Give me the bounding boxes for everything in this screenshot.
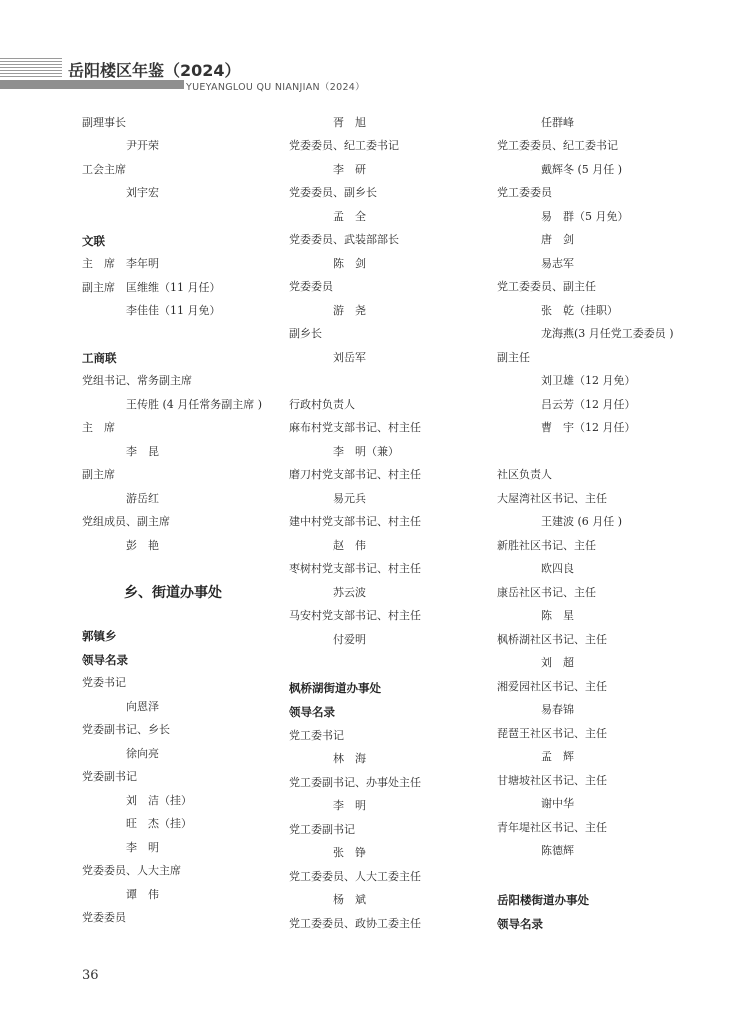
yearbook-subtitle: YUEYANGLOU QU NIANJIAN（2024） [186, 82, 365, 93]
role-line: 副主任 [497, 351, 530, 364]
role-line: 党委委员 [289, 280, 333, 293]
section-heading: 岳阳楼街道办事处 [497, 893, 589, 907]
role-line: 党工委委员 [497, 186, 552, 199]
role-line: 党工委委员、政协工委主任 [289, 917, 421, 930]
person-name: 陈 星 [541, 609, 574, 622]
role-line: 党工委委员、人大工委主任 [289, 870, 421, 883]
role-line: 党委副书记、乡长 [82, 723, 170, 736]
person-name: 易元兵 [333, 492, 366, 505]
person-name: 谭 伟 [126, 888, 159, 901]
section-heading: 工商联 [82, 351, 117, 365]
person-name: 李佳佳（11 月免） [126, 304, 221, 317]
role-line: 马安村党支部书记、村主任 [289, 609, 421, 622]
role-line: 主 席 李年明 [82, 257, 159, 270]
person-name: 彭 艳 [126, 539, 159, 552]
person-name: 孟 全 [333, 210, 366, 223]
page-number: 36 [82, 968, 99, 983]
person-name: 易 群（5 月免） [541, 210, 629, 223]
role-line: 党工委委员、副主任 [497, 280, 596, 293]
person-name: 李 明 [333, 799, 366, 812]
role-line: 工会主席 [82, 163, 126, 176]
person-name: 尹开荣 [126, 139, 159, 152]
role-line: 副理事长 [82, 116, 126, 129]
header-decorative-lines [0, 58, 62, 78]
role-line: 社区负责人 [497, 468, 552, 481]
person-name: 刘岳军 [333, 351, 366, 364]
section-heading: 郭镇乡 [82, 629, 117, 643]
person-name: 赵 伟 [333, 539, 366, 552]
role-line: 副主席 匡维维（11 月任） [82, 281, 221, 294]
subsection-heading: 领导名录 [82, 653, 128, 667]
role-line: 麻布村党支部书记、村主任 [289, 421, 421, 434]
person-name: 向恩泽 [126, 700, 159, 713]
role-line: 党委书记 [82, 676, 126, 689]
role-line: 党组书记、常务副主席 [82, 374, 192, 387]
role-line: 党委委员、武装部部长 [289, 233, 399, 246]
role-line: 湘爱园社区书记、主任 [497, 680, 607, 693]
person-name: 徐向亮 [126, 747, 159, 760]
person-name: 胥 旭 [333, 116, 366, 129]
person-name: 张 乾（挂职） [541, 304, 618, 317]
person-name: 谢中华 [541, 797, 574, 810]
role-line: 副主席 [82, 468, 115, 481]
person-name: 龙海燕(3 月任党工委委员 ) [541, 327, 674, 340]
person-name: 李 研 [333, 163, 366, 176]
person-name: 旺 杰（挂） [126, 817, 192, 830]
subsection-heading: 领导名录 [289, 705, 335, 719]
role-line: 建中村党支部书记、村主任 [289, 515, 421, 528]
person-name: 唐 剑 [541, 233, 574, 246]
person-name: 曹 宇（12 月任） [541, 421, 636, 434]
person-name: 张 铮 [333, 846, 366, 859]
role-line: 党工委副书记 [289, 823, 355, 836]
role-line: 党工委委员、纪工委书记 [497, 139, 618, 152]
person-name: 付爱明 [333, 633, 366, 646]
person-name: 陈 剑 [333, 257, 366, 270]
person-name: 易春锦 [541, 703, 574, 716]
person-name: 刘卫雄（12 月免） [541, 374, 636, 387]
person-name: 游 尧 [333, 304, 366, 317]
person-name: 王建波 (6 月任 ) [541, 515, 623, 528]
person-name: 刘宇宏 [126, 186, 159, 199]
person-name: 苏云波 [333, 586, 366, 599]
role-line: 青年堤社区书记、主任 [497, 821, 607, 834]
subsection-heading: 领导名录 [497, 917, 543, 931]
role-line: 磨刀村党支部书记、村主任 [289, 468, 421, 481]
role-line: 大屋湾社区书记、主任 [497, 492, 607, 505]
person-name: 陈德辉 [541, 844, 574, 857]
person-name: 刘 超 [541, 656, 574, 669]
role-line: 党委委员、副乡长 [289, 186, 377, 199]
section-heading: 文联 [82, 234, 105, 248]
person-name: 欧四良 [541, 562, 574, 575]
person-name: 游岳红 [126, 492, 159, 505]
person-name: 李 明（兼） [333, 445, 399, 458]
role-line: 副乡长 [289, 327, 322, 340]
person-name: 吕云芳（12 月任） [541, 398, 636, 411]
role-line: 党委委员、人大主席 [82, 864, 181, 877]
person-name: 杨 斌 [333, 893, 366, 906]
section-heading: 枫桥湖街道办事处 [289, 681, 381, 695]
person-name: 孟 辉 [541, 750, 574, 763]
role-line: 枫桥湖社区书记、主任 [497, 633, 607, 646]
role-line: 党委委员、纪工委书记 [289, 139, 399, 152]
person-name: 林 海 [333, 752, 366, 765]
role-line: 主 席 [82, 421, 115, 434]
role-line: 枣树村党支部书记、村主任 [289, 562, 421, 575]
chapter-heading: 乡、街道办事处 [124, 585, 222, 601]
role-line: 党工委副书记、办事处主任 [289, 776, 421, 789]
role-line: 党委委员 [82, 911, 126, 924]
person-name: 戴辉冬 (5 月任 ) [541, 163, 623, 176]
role-line: 琵琶王社区书记、主任 [497, 727, 607, 740]
person-name: 李 昆 [126, 445, 159, 458]
person-name: 李 明 [126, 841, 159, 854]
role-line: 党组成员、副主席 [82, 515, 170, 528]
role-line: 行政村负责人 [289, 398, 355, 411]
yearbook-title: 岳阳楼区年鉴（2024） [68, 61, 241, 80]
person-name: 王传胜 (4 月任常务副主席 ) [126, 398, 263, 411]
role-line: 党委副书记 [82, 770, 137, 783]
role-line: 康岳社区书记、主任 [497, 586, 596, 599]
role-line: 新胜社区书记、主任 [497, 539, 596, 552]
person-name: 刘 洁（挂） [126, 794, 192, 807]
person-name: 易志军 [541, 257, 574, 270]
role-line: 甘塘坡社区书记、主任 [497, 774, 607, 787]
role-line: 党工委书记 [289, 729, 344, 742]
header-decorative-bar [0, 80, 184, 89]
person-name: 任群峰 [541, 116, 574, 129]
